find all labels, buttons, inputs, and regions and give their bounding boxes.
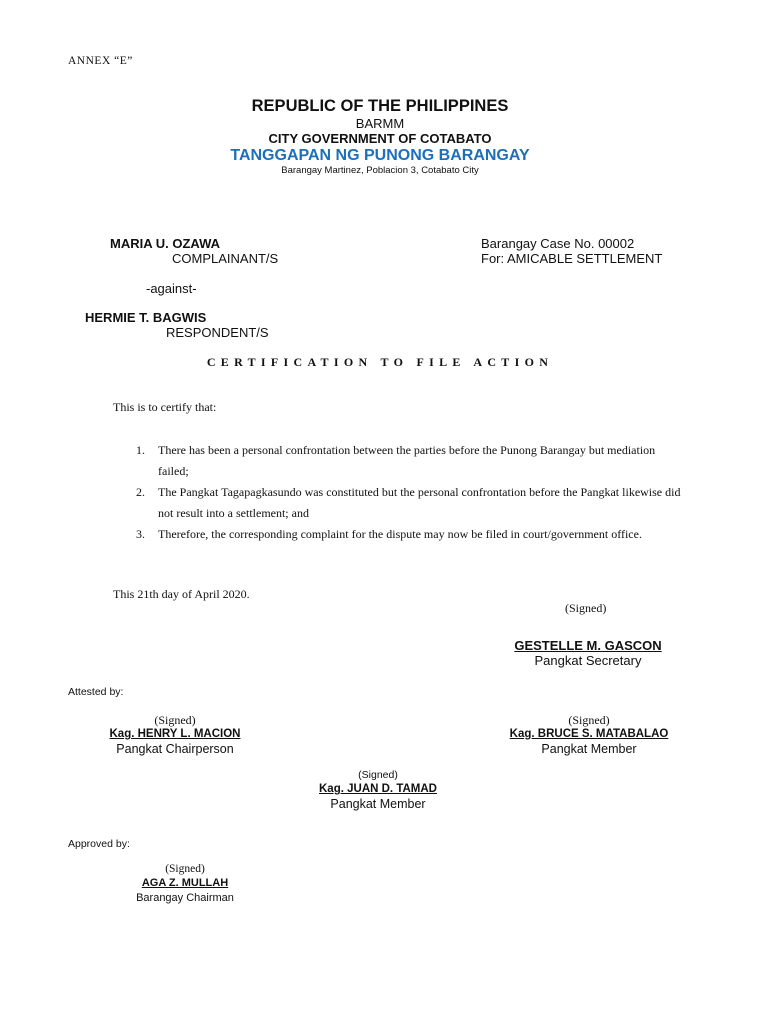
signatory-title: Pangkat Chairperson: [116, 742, 234, 756]
list-item: [136, 440, 681, 482]
office-heading: TANGGAPAN NG PUNONG BARANGAY: [230, 147, 530, 164]
list-item-text: There has been a personal confrontation between the parties before the Punong Barangay but mediation failed;: [158, 443, 656, 478]
document-title: CERTIFICATION TO FILE ACTION: [206, 355, 554, 369]
signatory-title: Barangay Chairman: [136, 892, 234, 904]
region-heading: BARMM: [355, 116, 405, 131]
signatory-name: Kag. BRUCE S. MATABALAO: [509, 728, 669, 740]
certification-list: [136, 440, 681, 545]
approved-by-label: Approved by:: [68, 838, 130, 850]
list-item-text: The Pangkat Tagapagkasundo was constituted but the personal confrontation before the Pangkat likewise did not result into a settlement; and: [158, 485, 681, 520]
signatory-title: Pangkat Member: [541, 742, 637, 756]
office-address: Barangay Martinez, Poblacion 3, Cotabato City: [281, 165, 479, 176]
signed-mark: (Signed): [165, 863, 205, 875]
attested-by-label: Attested by:: [68, 686, 124, 698]
signed-mark: (Signed): [154, 713, 196, 727]
annex-label: ANNEX “E”: [68, 55, 133, 67]
list-item-number: 3.: [136, 527, 145, 541]
signatory-title: Pangkat Member: [330, 797, 426, 811]
signed-mark: (Signed): [358, 769, 398, 781]
secretary-signed-mark: (Signed): [565, 601, 607, 615]
complainant-name: MARIA U. OZAWA: [110, 236, 221, 251]
against-label: -against-: [146, 281, 197, 296]
secretary-title: Pangkat Secretary: [534, 653, 642, 668]
list-item-number: 1.: [136, 443, 145, 457]
signature-block-tamad: [298, 768, 458, 812]
signature-block-matabalao: [476, 713, 702, 757]
secretary-name: GESTELLE M. GASCON: [514, 638, 662, 653]
case-purpose: For: AMICABLE SETTLEMENT: [481, 251, 663, 266]
list-item: [136, 524, 681, 545]
complainant-label: COMPLAINANT/S: [172, 251, 279, 266]
signed-mark: (Signed): [568, 713, 610, 727]
signature-block-mullah: [120, 862, 250, 906]
list-item: [136, 482, 681, 524]
list-item-text: Therefore, the corresponding complaint for the dispute may now be filed in court/government office.: [158, 527, 642, 541]
respondent-name: HERMIE T. BAGWIS: [85, 310, 207, 325]
list-item-number: 2.: [136, 485, 145, 499]
signatory-name: AGA Z. MULLAH: [141, 877, 229, 889]
city-government-heading: CITY GOVERNMENT OF COTABATO: [268, 131, 492, 146]
certify-intro: This is to certify that:: [113, 400, 217, 414]
republic-heading: REPUBLIC OF THE PHILIPPINES: [251, 97, 509, 115]
case-number: Barangay Case No. 00002: [481, 236, 635, 251]
signatory-name: Kag. HENRY L. MACION: [109, 728, 241, 740]
signature-block-macion: [85, 713, 265, 757]
signatory-name: Kag. JUAN D. TAMAD: [319, 783, 437, 795]
respondent-label: RESPONDENT/S: [166, 325, 269, 340]
date-line: This 21th day of April 2020.: [113, 587, 250, 601]
